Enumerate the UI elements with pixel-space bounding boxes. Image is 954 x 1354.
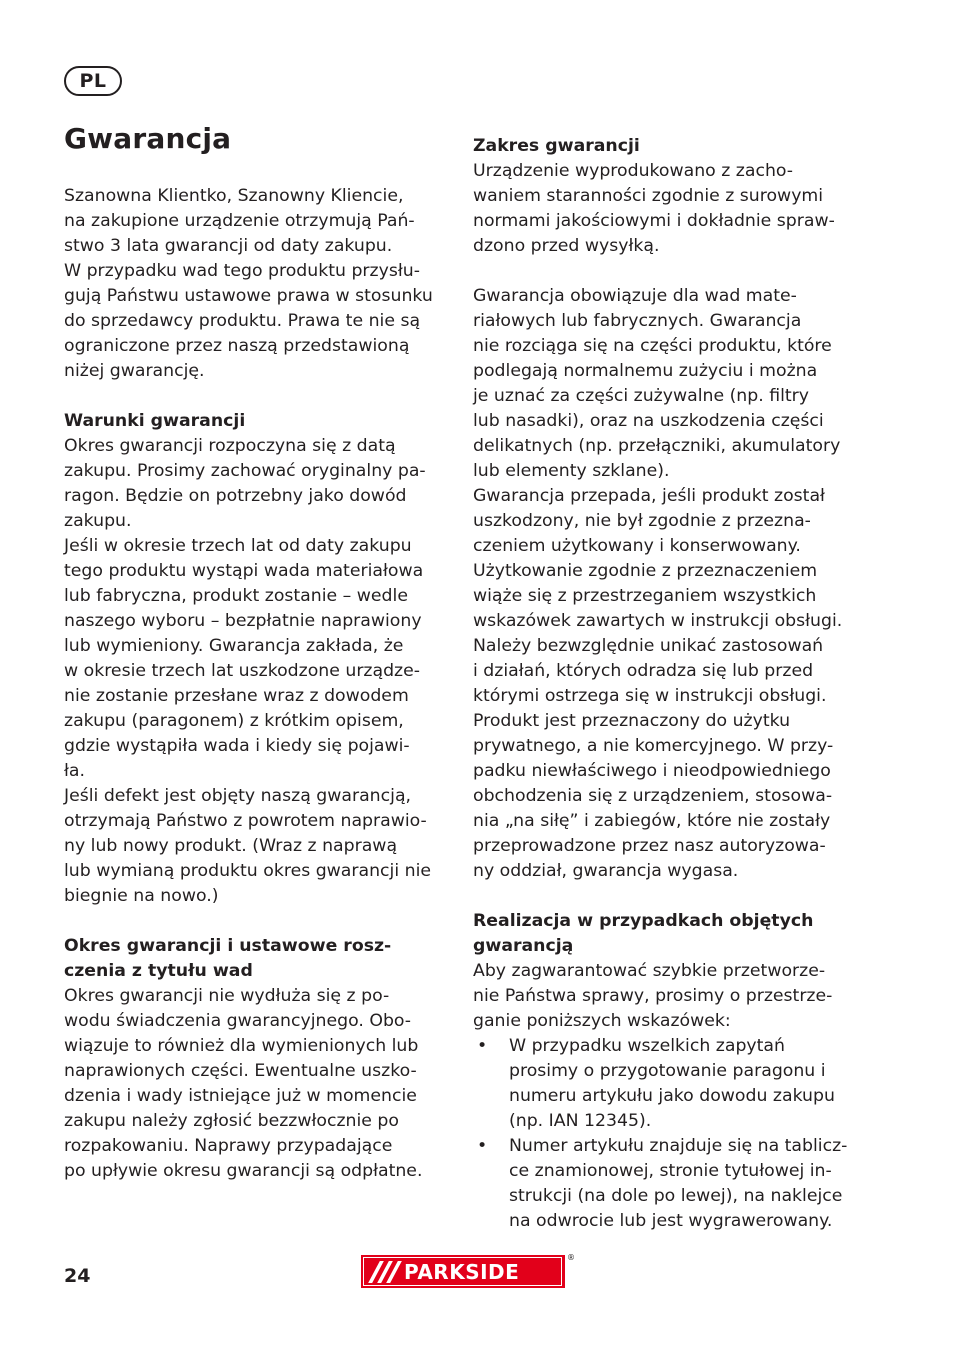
registered-mark: ® <box>567 1253 575 1262</box>
realizacja-paragraph: Aby zagwarantować szybkie przetworze- nie Państwa sprawy, prosimy o przestrze- ganie poniższych wskazówek: <box>473 961 833 1031</box>
section-heading-zakres: Zakres gwarancji <box>473 136 640 156</box>
left-column <box>64 184 454 1184</box>
warunki-paragraph: Okres gwarancji rozpoczyna się z datą zakupu. Prosimy zachować oryginalny pa- ragon. Będzie on potrzebny jako dowód zakupu. Jeśli w okresie trzech lat od daty zakupu tego produktu wystąpi wada materiałowa lub fabryczna, produkt zostanie – wedle naszego wyboru – bezpłatnie naprawiony lub wymieniony. Gwarancja zakłada, że w okresie trzech lat uszkodzone urządze- nie zostanie przesłane wraz z dowodem zakupu (paragonem) z krótkim opisem, gdzie wystąpiła wada i kiedy się pojawi- ła. Jeśli defekt jest objęty naszą gwarancją, otrzymają Państwo z powrotem naprawio- ny lub nowy produkt. (Wraz z naprawą lub wymianą produktu okres gwarancji nie biegnie na nowo.) <box>64 436 432 906</box>
okres-paragraph: Okres gwarancji nie wydłuża się z po- wodu świadczenia gwarancyjnego. Obo- wiązuje to również dla wymienionych lub naprawionych części. Ewentualne uszko- dzenia i wady istniejące już w momencie zakupu należy zgłosić bezzwłocznie po rozpakowaniu. Naprawy przypadające po upływie okresu gwarancji są odpłatne. <box>64 986 423 1181</box>
logo-slashes-icon <box>364 1258 404 1285</box>
bullet-icon: • <box>477 1036 488 1056</box>
brand-name: PARKSIDE <box>404 1259 520 1284</box>
intro-paragraph: Szanowna Klientko, Szanowny Kliencie, na zakupione urządzenie otrzymują Pań- stwo 3 lata gwarancji od daty zakupu. W przypadku wad tego produktu przysłu- gują Państwu ustawowe prawa w stosunku do sprzedawcy produktu. Prawa te nie są ograniczone przez naszą przedstawioną niżej gwarancję. <box>64 186 433 381</box>
coverage-paragraph: Gwarancja obowiązuje dla wad mate- riałowych lub fabrycznych. Gwarancja nie rozciąga się na części produktu, które podlegają normalnemu zużyciu i można je uznać za części zużywalne (np. filtry lub nasadki), oraz na uszkodzenia części delikatnych (np. przełączniki, akumulatory lub elementy szklane). Gwarancja przepada, jeśli produkt został uszkodzony, nie był zgodnie z przezna- czeniem użytkowany i konserwowany. Użytkowanie zgodnie z przeznaczeniem wiąże się z przestrzeganiem wszystkich wskazówek zawartych w instrukcji obsługi. Należy bezwzględnie unikać zastosowań i działań, których odradza się lub przed którymi ostrzega się w instrukcji obsługi. Produkt jest przeznaczony do użytku prywatnego, a nie komercyjnego. W przy- padku niewłaściwego i nieodpowiedniego obchodzenia się z urządzeniem, stosowa- nia „na siłę” i zabiegów, które nie zostały przeprowadzone przez nasz autoryzowa- ny oddział, gwarancja wygasa. <box>473 286 843 881</box>
section-heading-okres: Okres gwarancji i ustawowe rosz- czenia z tytułu wad <box>64 936 392 981</box>
bullet-icon: • <box>477 1136 488 1156</box>
parkside-logo <box>361 1253 575 1288</box>
right-column <box>473 134 863 1234</box>
bullet-item: • Numer artykułu znajduje się na tablicz- ce znamionowej, stronie tytułowej in- strukcji (na dole po lewej), na naklejce na odwrocie lub jest wygrawerowany. <box>477 1136 848 1231</box>
zakres-paragraph: Urządzenie wyprodukowano z zacho- waniem staranności zgodnie z surowymi normami jakościowymi i dokładnie spraw- dzono przed wysyłką. <box>473 161 835 256</box>
page-number: 24 <box>64 1265 91 1287</box>
language-code: PL <box>79 70 107 92</box>
language-badge <box>64 66 122 96</box>
page-title: Gwarancja <box>64 122 232 155</box>
section-heading-warunki: Warunki gwarancji <box>64 411 246 431</box>
bullet-item: • W przypadku wszelkich zapytań prosimy o przygotowanie paragonu i numeru artykułu jako dowodu zakupu (np. IAN 12345). <box>477 1036 835 1131</box>
section-heading-realizacja: Realizacja w przypadkach objętych gwarancją <box>473 911 814 956</box>
